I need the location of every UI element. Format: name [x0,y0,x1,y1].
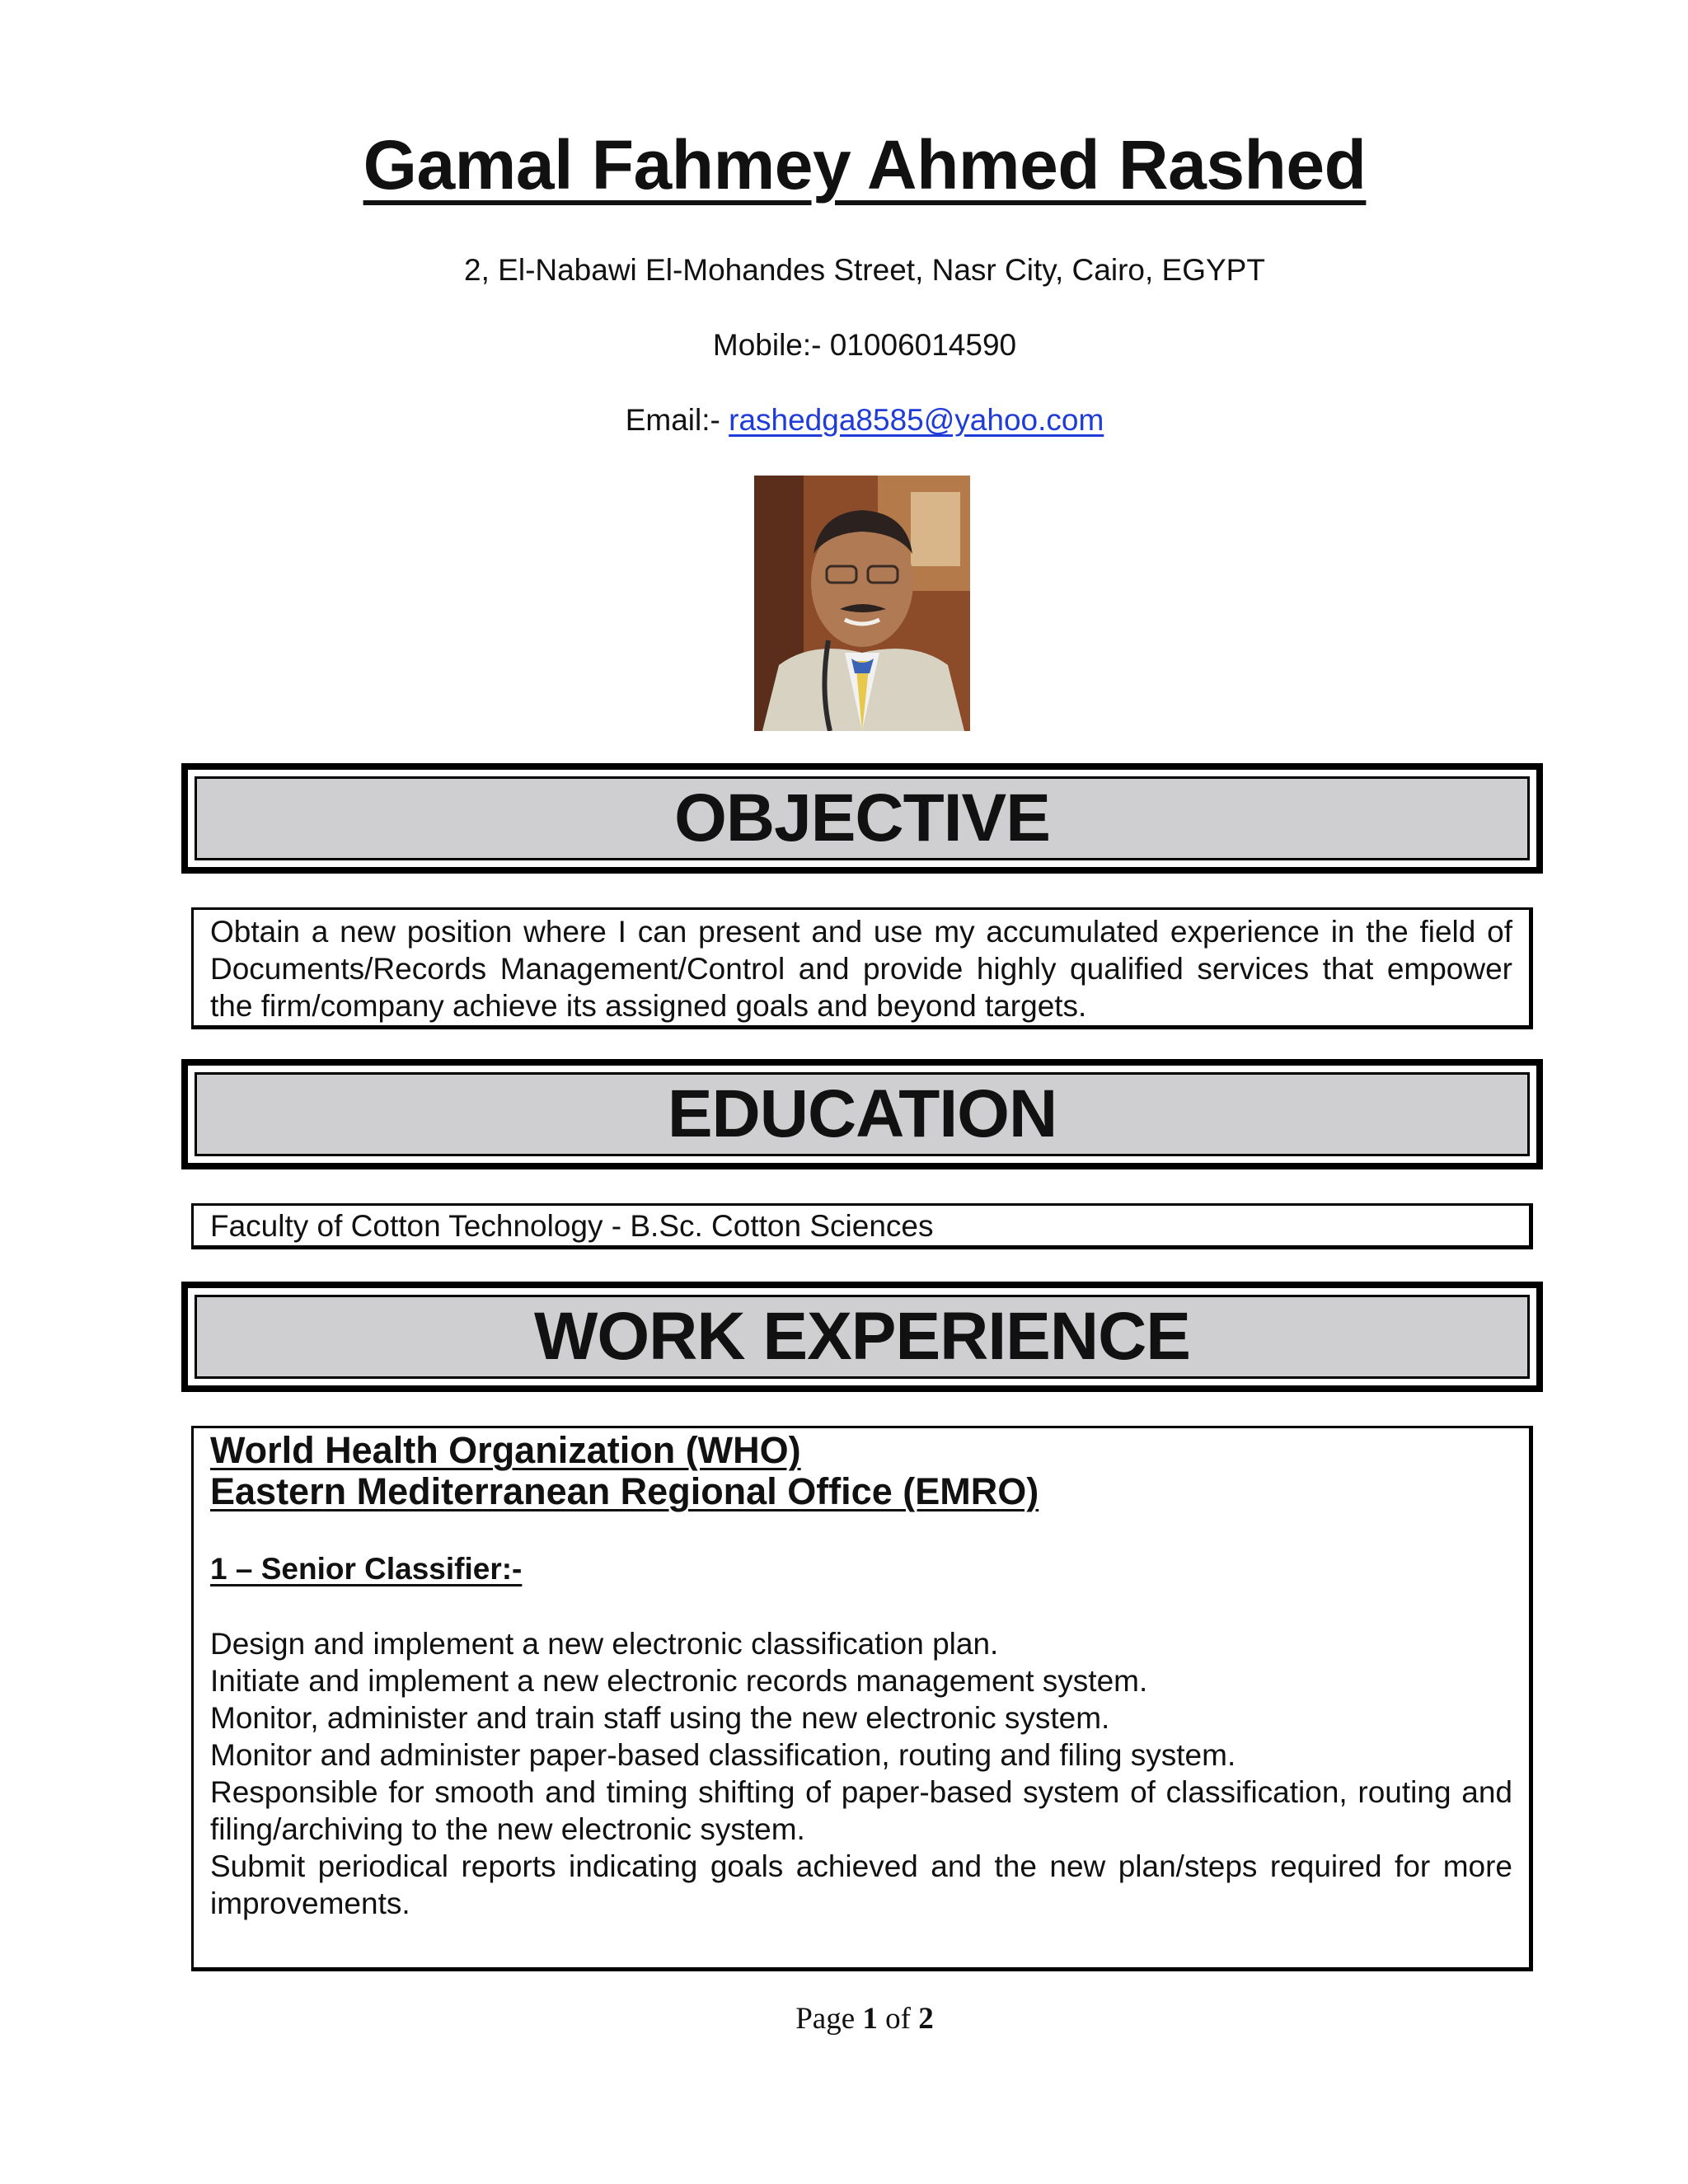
objective-text: Obtain a new position where I can present and use my accumulated experience in the field of Documents/Records Management/Control and provide highly qualified services that empower the firm/company achieve its assigned goals and beyond targets. [210,915,1512,1023]
duty-item: Monitor, administer and train staff using the new electronic system. [210,1701,1110,1735]
candidate-name: Gamal Fahmey Ahmed Rashed [363,126,1367,204]
email-line [0,402,1688,438]
mobile-number: 01006014590 [829,328,1017,362]
objective-box [191,907,1533,1029]
page-footer [0,2001,1688,2037]
duty-item: Initiate and implement a new electronic records management system. [210,1664,1148,1698]
email-label: Email:- [625,403,729,437]
duties-list [210,1625,1512,1922]
work-experience-title: WORK EXPERIENCE [195,1295,1530,1379]
email-link[interactable]: rashedga8585@yahoo.com [729,403,1104,437]
education-text: Faculty of Cotton Technology - B.Sc. Cotton Sciences [210,1209,934,1243]
page-total: 2 [918,2002,934,2036]
duty-item: Design and implement a new electronic classification plan. [210,1627,999,1661]
of-word: of [877,2002,919,2036]
profile-photo [754,476,970,731]
mobile-line [0,327,1688,363]
job-title: 1 – Senior Classifier:- [210,1552,523,1586]
work-experience-header [181,1282,1543,1392]
work-experience-box [191,1426,1533,1971]
organization-name: World Health Organization (WHO) [210,1429,801,1471]
duty-item: Responsible for smooth and timing shifting of paper-based system of classification, routing and filing/archiving to the new electronic system. [210,1775,1512,1846]
education-title: EDUCATION [195,1072,1530,1156]
duty-item: Submit periodical reports indicating goals achieved and the new plan/steps required for more improvements. [210,1849,1512,1920]
mobile-label: Mobile:- [712,328,830,362]
address-line: 2, El-Nabawi El-Mohandes Street, Nasr City, Cairo, EGYPT [464,253,1265,287]
duty-item: Monitor and administer paper-based classification, routing and filing system. [210,1738,1236,1772]
page-current: 1 [862,2002,878,2036]
objective-header [181,763,1543,874]
objective-title: OBJECTIVE [195,776,1530,860]
page-word: Page [795,2002,863,2036]
organization-office: Eastern Mediterranean Regional Office (EMRO) [210,1470,1039,1512]
education-box [191,1203,1533,1249]
education-header [181,1059,1543,1169]
